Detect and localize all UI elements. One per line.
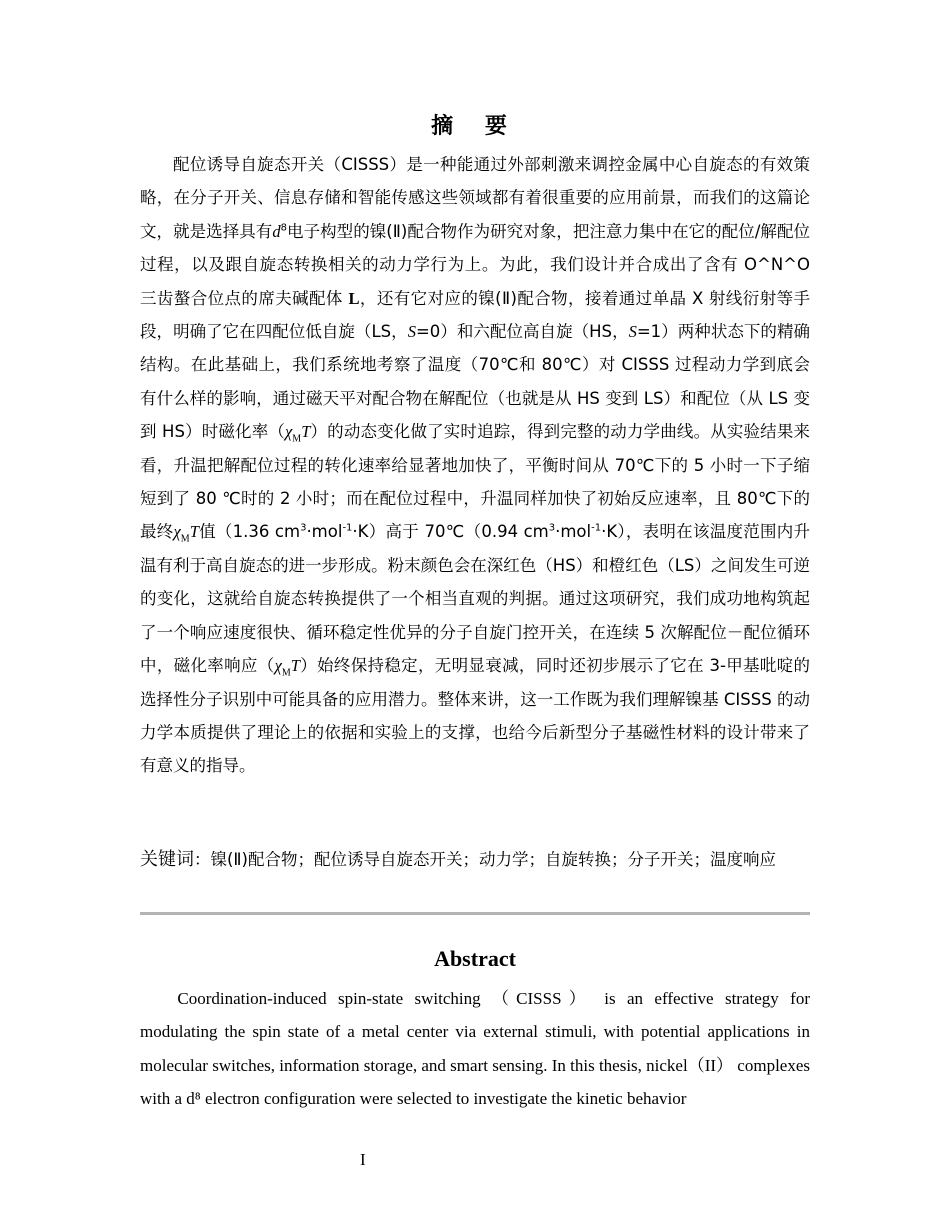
zh-text-2: 电子构型的镍(Ⅱ)配合物作为研究对象，把注意力集中在它的配位/解配位过程，以及跟自旋态转换相关的动力学行为上。为此，我们设计并合成出了含有 O^N^O 三齿螯合位点的席夫碱配体 — [140, 221, 811, 308]
chi-subscript-2: M — [180, 533, 190, 545]
ligand-l: L — [348, 288, 360, 308]
zh-text-8: ·K），表明在该温度范围内升温有利于高自旋态的进一步形成。粉末颜色会在深红色（HS）和橙红色（LS）之间发生可逆的变化，这就给自旋态转换提供了一个相当直观的判据。通过这项研究，我们成功地构筑起了一个响应速度很快、循环稳定性优异的分子自旋门控开关，在连续 5 次解配位－配位循环中，磁化率响应（ — [140, 522, 810, 676]
chi-subscript-3: M — [281, 667, 291, 679]
keywords-line — [140, 845, 810, 875]
zh-text-7b: ·mol — [306, 522, 343, 542]
chi-symbol-2: χ — [173, 522, 181, 542]
zh-text-7d: ·mol — [555, 522, 592, 542]
zh-text-1: 配位诱导自旋态开关（CISSS）是一种能通过外部刺激来调控金属中心自旋态的有效策略，在分子开关、信息存储和智能传感这些领域都有着很重要的应用前景，而我们的这篇论文，就是选择具有 — [140, 155, 810, 241]
keywords-list: 镍(Ⅱ)配合物；配位诱导自旋态开关；动力学；自旋转换；分子开关；温度响应 — [210, 850, 776, 869]
unit-superscript-1: 3 — [300, 522, 307, 534]
chinese-abstract-body — [140, 148, 810, 783]
unit-superscript-4: -1 — [591, 522, 602, 534]
chi-symbol-3: χ — [274, 656, 282, 676]
unit-superscript-2: -1 — [342, 522, 353, 534]
spin-symbol-2: S — [628, 322, 637, 342]
english-abstract-body: Coordination-induced spin-state switching （CISSS） is an effective strategy for modulating the spin state of a metal center via external stimuli, with potential applications in molecular switches, information storage, and smart sensing. In this thesis, nickel（II） complexes with a d⁸ electron configuration were selected to investigate the kinetic behavior — [140, 989, 810, 1108]
page-number: I — [360, 1150, 366, 1169]
zh-text-9: ）始终保持稳定，无明显衰减，同时还初步展示了它在 3-甲基吡啶的选择性分子识别中可能具备的应用潜力。整体来讲，这一工作既为我们理解镍基 CISSS 的动力学本质提供了理论上的依据和实验上的支撑，也给今后新型分子基磁性材料的设计带来了有意义的指导。 — [140, 656, 811, 776]
unit-superscript-3: 3 — [548, 522, 556, 534]
zh-text-7: 值（1.36 cm — [198, 522, 301, 542]
keywords-label: 关键词 — [140, 849, 194, 870]
zh-text-5: =1）两种状态下的精确结构。在此基础上，我们系统地考察了温度（70℃和 80℃）对 CISSS 过程动力学到底会有什么样的影响，通过磁天平对配合物在解配位（也就是从 HS 变到 LS）和配位（从 LS 变到 HS）时磁化率（ — [140, 322, 810, 442]
zh-text-6: ）的动态变化做了实时追踪，得到完整的动力学曲线。从实验结果来看，升温把解配位过程的转化速率给显著地加快了，平衡时间从 70℃下的 5 小时一下子缩短到了 80 ℃时的 2 小时；而在配位过程中，升温同样加快了初始反应速率，且 80℃下的最终 — [140, 422, 810, 542]
chi-subscript-1: M — [292, 433, 302, 445]
keywords-separator: ： — [194, 850, 211, 869]
t-symbol-1: T — [301, 422, 311, 442]
chinese-abstract-title: 摘 要 — [431, 114, 519, 139]
english-abstract-title: Abstract — [434, 946, 516, 971]
spin-symbol-1: S — [407, 322, 416, 342]
chi-symbol-1: χ — [285, 422, 293, 442]
section-divider — [140, 912, 810, 915]
t-symbol-3: T — [290, 656, 300, 676]
d-symbol: d — [272, 221, 281, 241]
d-superscript: 8 — [280, 222, 287, 234]
zh-text-3: ，还有它对应的镍(Ⅱ)配合物，接着通过单晶 X 射线衍射等手段，明确了它在四配位低自旋（LS， — [140, 288, 810, 342]
t-symbol-2: T — [189, 522, 199, 542]
zh-text-4: =0）和六配位高自旋（HS， — [415, 322, 629, 342]
zh-text-7c: ·K）高于 70℃（0.94 cm — [352, 522, 549, 542]
